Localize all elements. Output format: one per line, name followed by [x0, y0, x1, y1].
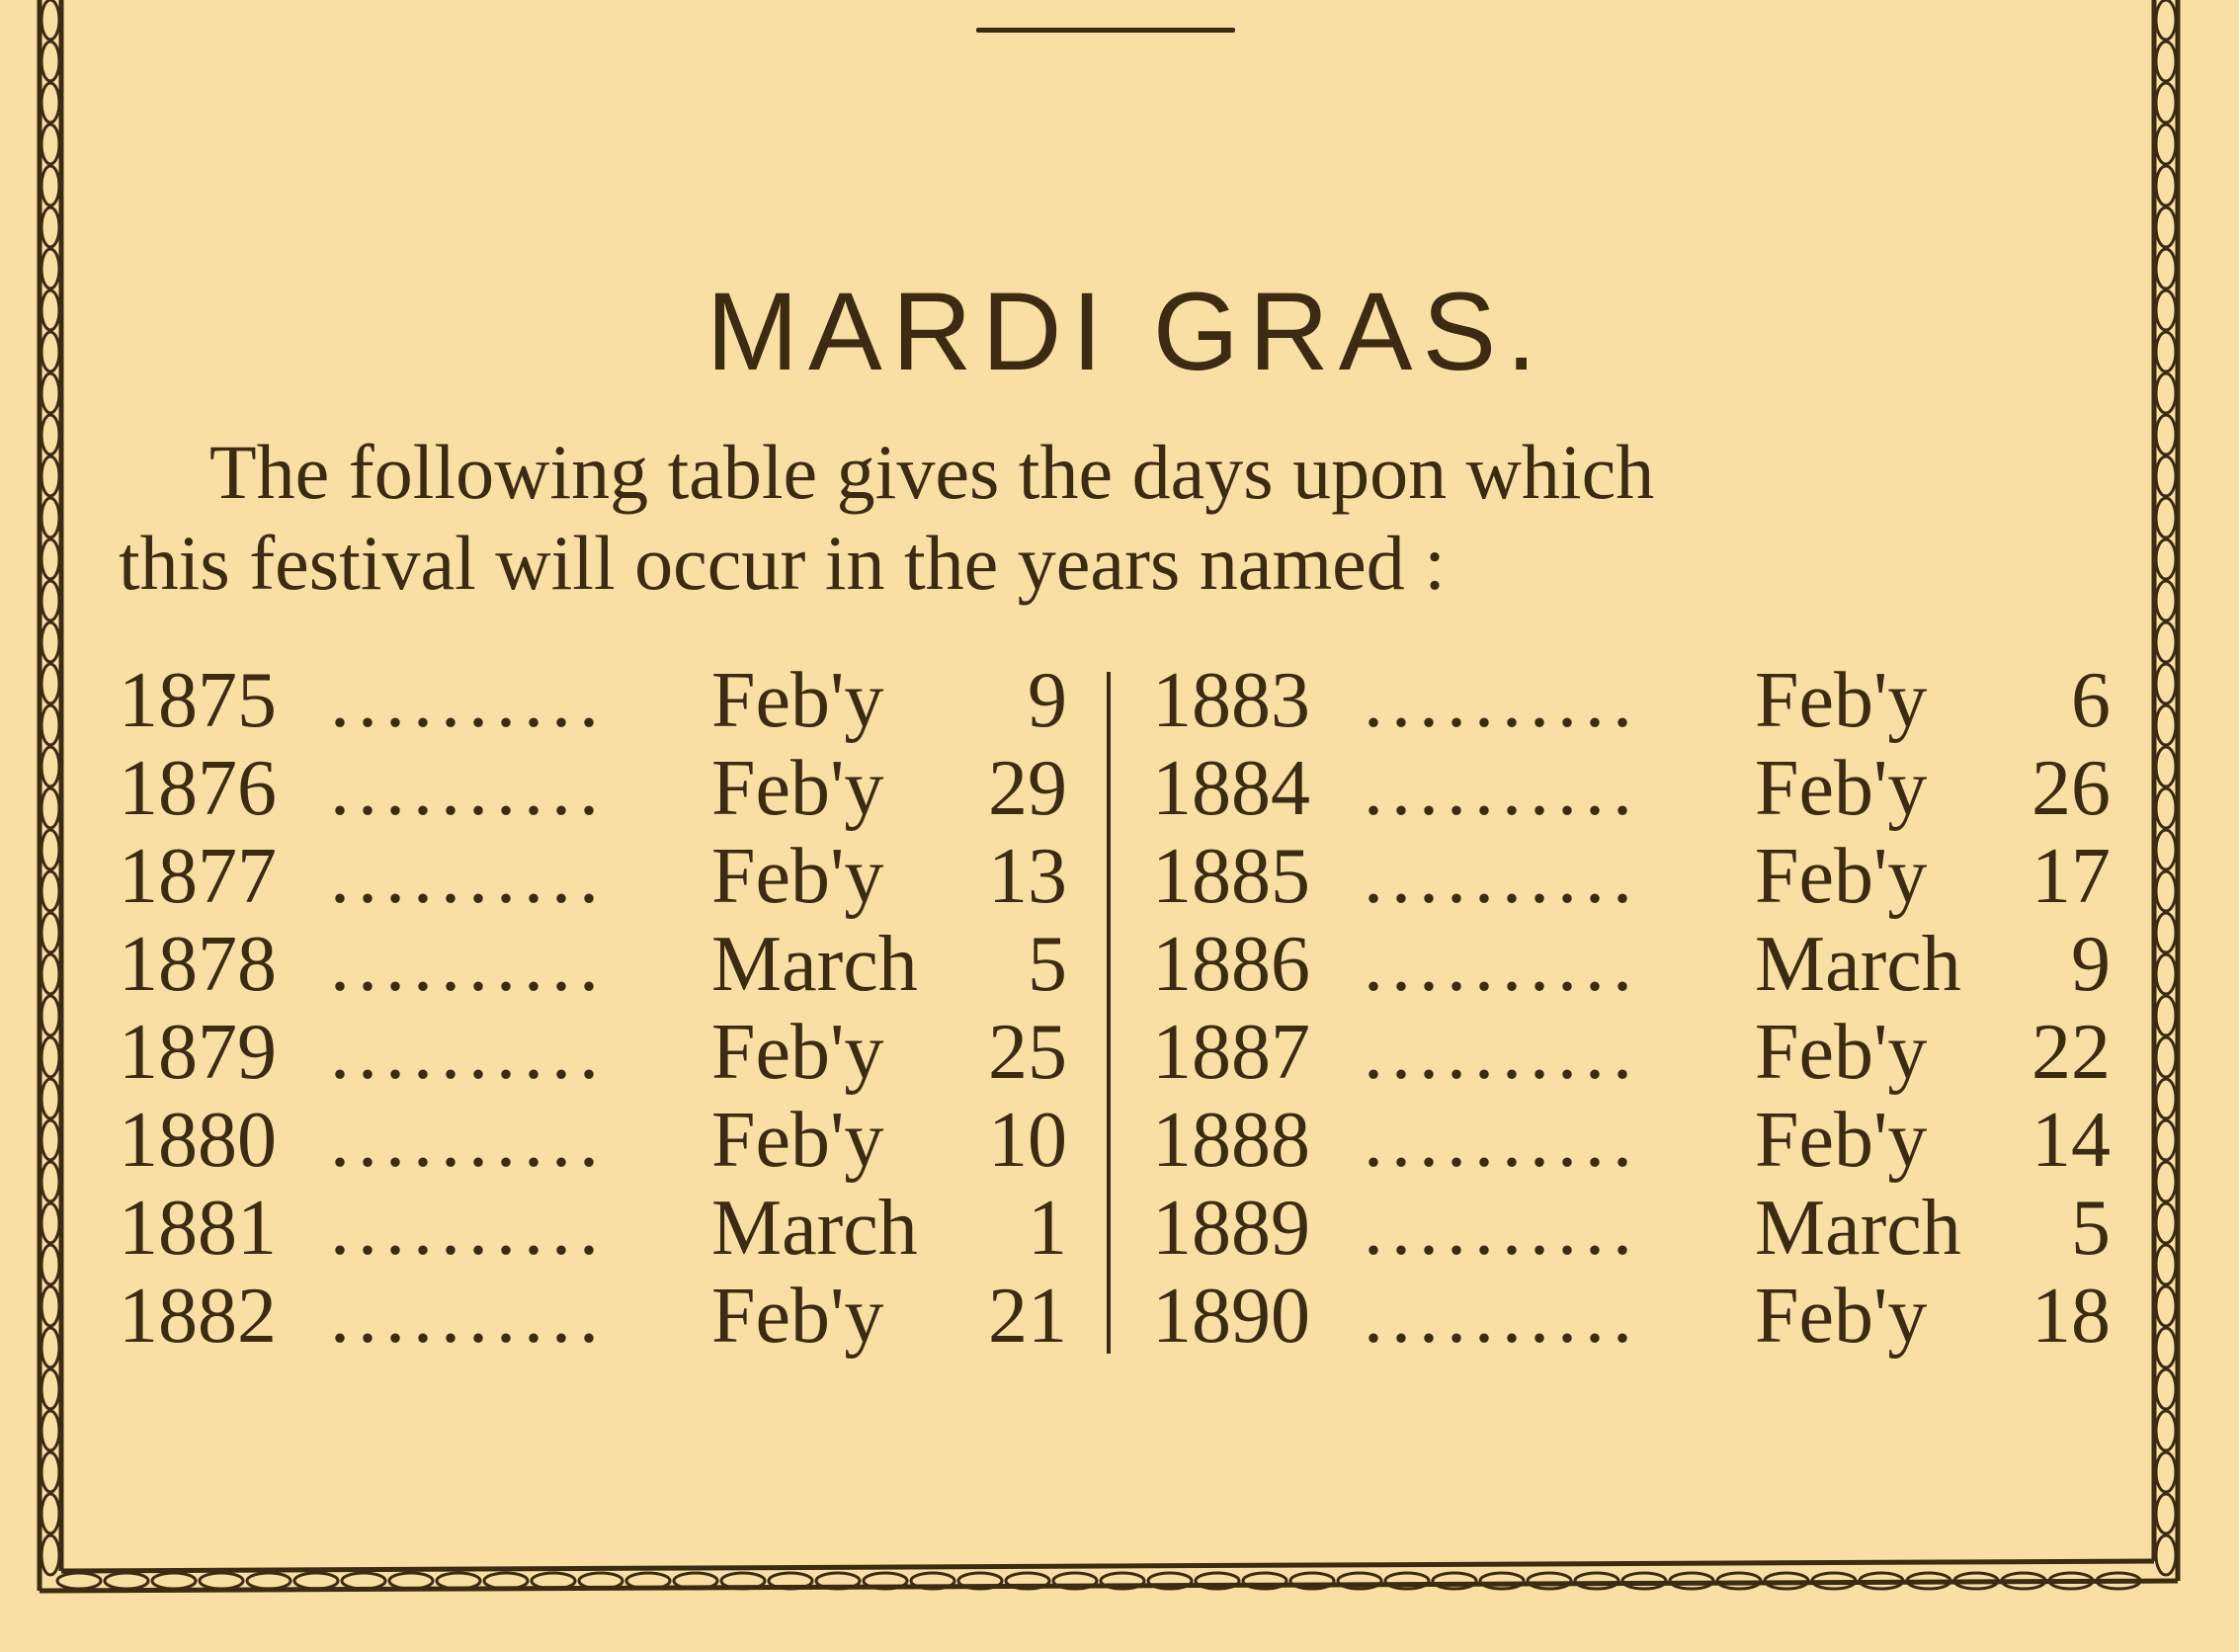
- table-row: [1152, 1273, 2111, 1361]
- rope-link: [2156, 913, 2176, 952]
- month-cell: Feb'y: [1755, 833, 1928, 920]
- month-cell: Feb'y: [1755, 1273, 1928, 1360]
- month-cell: Feb'y: [711, 657, 884, 744]
- rope-link: [2156, 1203, 2176, 1243]
- dot-leader: ..........: [1364, 657, 1640, 744]
- dot-leader: ..........: [1364, 1185, 1640, 1272]
- year-cell: 1883: [1152, 657, 1310, 744]
- dot-leader: ..........: [1364, 1009, 1640, 1096]
- rope-link: [41, 83, 59, 123]
- month-cell: Feb'y: [711, 1097, 884, 1184]
- year-cell: 1881: [119, 1185, 277, 1272]
- rope-link: [41, 124, 59, 164]
- dot-leader: ..........: [330, 657, 607, 744]
- rope-link: [41, 41, 59, 81]
- dot-leader: ..........: [330, 745, 607, 832]
- dot-leader: ..........: [1364, 1097, 1640, 1184]
- rope-link: [41, 1535, 59, 1575]
- rope-link: [2156, 1162, 2176, 1201]
- rope-link: [2156, 124, 2176, 164]
- rope-link: [2156, 415, 2176, 454]
- rope-link: [294, 1573, 338, 1589]
- table-row: [1152, 1097, 2111, 1185]
- rope-link: [41, 1120, 59, 1160]
- rope-link: [2156, 1369, 2176, 1409]
- month-cell: Feb'y: [1755, 1009, 1928, 1096]
- table-row: [1152, 921, 2111, 1009]
- day-cell: 5: [1028, 921, 1067, 1008]
- rope-link: [2156, 1120, 2176, 1160]
- day-cell: 9: [2071, 921, 2111, 1008]
- month-cell: March: [711, 921, 918, 1008]
- rope-link: [41, 1452, 59, 1492]
- table-row: [119, 1185, 1067, 1273]
- rope-link: [2156, 0, 2176, 40]
- day-cell: 9: [1028, 657, 1067, 744]
- rope-link: [2156, 954, 2176, 994]
- rope-link: [41, 456, 59, 496]
- rope-link: [2156, 581, 2176, 620]
- rope-link: [41, 1203, 59, 1243]
- rope-link: [2156, 1494, 2176, 1533]
- rope-link: [41, 747, 59, 786]
- month-cell: Feb'y: [711, 1009, 884, 1096]
- year-cell: 1879: [119, 1009, 277, 1096]
- rope-link: [41, 705, 59, 745]
- rope-link: [200, 1573, 243, 1589]
- rope-link: [2156, 166, 2176, 206]
- rope-link: [41, 1245, 59, 1284]
- intro-text: [119, 427, 2095, 609]
- table-row: [1152, 1185, 2111, 1273]
- dot-leader: ..........: [330, 1273, 607, 1360]
- rope-link: [389, 1573, 433, 1589]
- rope-link: [2156, 83, 2176, 123]
- intro-line-1: The following table gives the days upon which: [209, 429, 1655, 515]
- table-row: [1152, 745, 2111, 833]
- month-cell: Feb'y: [1755, 657, 1928, 744]
- table-row: [1152, 657, 2111, 745]
- rope-link: [41, 0, 59, 40]
- table-row: [1152, 833, 2111, 921]
- day-cell: 21: [988, 1273, 1067, 1360]
- table-row: [119, 745, 1067, 833]
- rope-link: [2156, 830, 2176, 869]
- rope-link: [2156, 871, 2176, 911]
- table-row: [119, 1097, 1067, 1185]
- month-cell: Feb'y: [711, 1273, 884, 1360]
- rope-link: [2156, 1079, 2176, 1118]
- rope-link: [105, 1573, 148, 1589]
- year-cell: 1887: [1152, 1009, 1310, 1096]
- rope-link: [41, 622, 59, 662]
- table-row: [119, 1009, 1067, 1097]
- year-cell: 1890: [1152, 1273, 1310, 1360]
- dot-leader: ..........: [1364, 745, 1640, 832]
- rope-link: [41, 581, 59, 620]
- month-cell: Feb'y: [1755, 1097, 1928, 1184]
- table-row: [1152, 1009, 2111, 1097]
- year-cell: 1878: [119, 921, 277, 1008]
- rope-link: [41, 415, 59, 454]
- dot-leader: ..........: [330, 921, 607, 1008]
- rope-link: [2156, 1328, 2176, 1367]
- table-column-left: [119, 657, 1067, 1361]
- rope-link: [152, 1573, 196, 1589]
- day-cell: 10: [988, 1097, 1067, 1184]
- rope-link: [2156, 996, 2176, 1035]
- bottom-border-line-inner: [61, 1561, 2154, 1571]
- year-cell: 1889: [1152, 1185, 1310, 1272]
- rope-link: [41, 913, 59, 952]
- month-cell: March: [1755, 921, 1961, 1008]
- year-cell: 1877: [119, 833, 277, 920]
- rope-link: [2156, 747, 2176, 786]
- rope-link: [2156, 41, 2176, 81]
- rope-link: [247, 1573, 290, 1589]
- rope-link: [2156, 1535, 2176, 1575]
- table-column-right: [1152, 657, 2111, 1361]
- rope-link: [41, 664, 59, 703]
- rope-link: [41, 788, 59, 828]
- month-cell: Feb'y: [711, 833, 884, 920]
- table-row: [119, 833, 1067, 921]
- rope-link: [2156, 207, 2176, 247]
- day-cell: 13: [988, 833, 1067, 920]
- day-cell: 22: [2032, 1009, 2111, 1096]
- rope-link: [2156, 664, 2176, 703]
- rope-link: [41, 1494, 59, 1533]
- dot-leader: ..........: [1364, 921, 1640, 1008]
- rope-link: [41, 830, 59, 869]
- rope-link: [2156, 1245, 2176, 1284]
- table-row: [119, 921, 1067, 1009]
- dot-leader: ..........: [1364, 1273, 1640, 1360]
- rope-link: [342, 1573, 385, 1589]
- month-cell: March: [1755, 1185, 1961, 1272]
- rope-link: [2156, 539, 2176, 579]
- rope-link: [41, 996, 59, 1035]
- year-cell: 1884: [1152, 745, 1310, 832]
- month-cell: March: [711, 1185, 918, 1272]
- rope-link: [41, 1286, 59, 1326]
- rope-link: [2156, 1037, 2176, 1077]
- dot-leader: ..........: [330, 833, 607, 920]
- rope-link: [41, 1037, 59, 1077]
- day-cell: 17: [2032, 833, 2111, 920]
- top-rule: [976, 28, 1235, 33]
- rope-link: [41, 1328, 59, 1367]
- rope-link: [2156, 1452, 2176, 1492]
- year-cell: 1875: [119, 657, 277, 744]
- rope-link: [41, 1079, 59, 1118]
- day-cell: 5: [2071, 1185, 2111, 1272]
- rope-link: [41, 539, 59, 579]
- rope-link: [57, 1573, 101, 1589]
- rope-link: [2156, 788, 2176, 828]
- month-cell: Feb'y: [711, 745, 884, 832]
- day-cell: 18: [2032, 1273, 2111, 1360]
- rope-link: [2156, 705, 2176, 745]
- year-cell: 1888: [1152, 1097, 1310, 1184]
- month-cell: Feb'y: [1755, 745, 1928, 832]
- day-cell: 6: [2071, 657, 2111, 744]
- table-row: [119, 1273, 1067, 1361]
- day-cell: 14: [2032, 1097, 2111, 1184]
- rope-link: [41, 1162, 59, 1201]
- rope-link: [41, 954, 59, 994]
- rope-link: [1528, 1573, 1571, 1589]
- rope-link: [41, 207, 59, 247]
- day-cell: 29: [988, 745, 1067, 832]
- table-row: [119, 657, 1067, 745]
- rope-link: [2156, 1411, 2176, 1450]
- rope-link: [41, 166, 59, 206]
- page-title: MARDI GRAS.: [705, 270, 1547, 394]
- rope-link: [41, 498, 59, 537]
- intro-line-2: this festival will occur in the years named :: [119, 520, 1446, 606]
- rope-link: [2156, 622, 2176, 662]
- year-cell: 1880: [119, 1097, 277, 1184]
- year-cell: 1876: [119, 745, 277, 832]
- day-cell: 25: [988, 1009, 1067, 1096]
- dot-leader: ..........: [1364, 833, 1640, 920]
- rope-link: [41, 1411, 59, 1450]
- rope-link: [2156, 1286, 2176, 1326]
- dot-leader: ..........: [330, 1097, 607, 1184]
- rope-link: [1575, 1573, 1618, 1589]
- rope-link: [2156, 456, 2176, 496]
- rope-link: [2156, 498, 2176, 537]
- rope-link: [41, 1369, 59, 1409]
- day-cell: 1: [1028, 1185, 1067, 1272]
- column-divider: [1107, 672, 1111, 1354]
- rope-link: [41, 871, 59, 911]
- year-cell: 1885: [1152, 833, 1310, 920]
- day-cell: 26: [2032, 745, 2111, 832]
- year-cell: 1886: [1152, 921, 1310, 1008]
- dot-leader: ..........: [330, 1009, 607, 1096]
- dot-leader: ..........: [330, 1185, 607, 1272]
- year-cell: 1882: [119, 1273, 277, 1360]
